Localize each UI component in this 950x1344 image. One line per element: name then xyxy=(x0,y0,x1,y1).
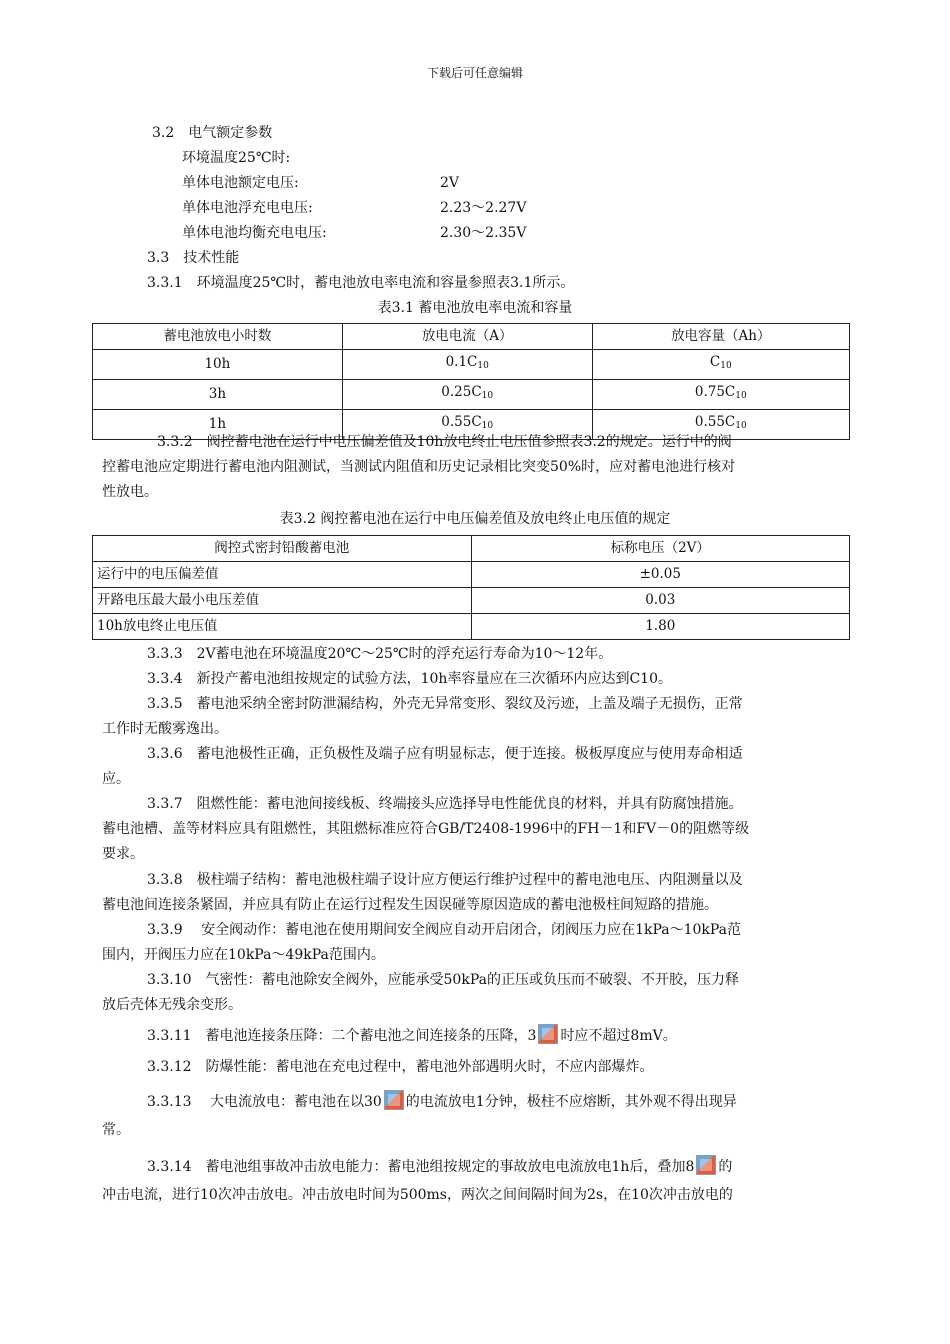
paragraph-3-3-2-line: 性放电。 xyxy=(102,484,158,500)
table-3-2-caption: 表3.2 阀控蓄电池在运行中电压偏差值及放电终止电压值的规定 xyxy=(279,511,671,527)
table-3-2 xyxy=(92,535,850,640)
paragraph-3-3-6-line: 应。 xyxy=(102,771,130,787)
paragraph-3-3-2-line: 控蓄电池应定期进行蓄电池内阻测试，当测试内阻值和历史记录相比突变50%时，应对蓄电池进行核对 xyxy=(102,459,736,475)
table-header-row xyxy=(93,324,850,350)
table-cell: $0.25C_{10}$ xyxy=(342,380,592,410)
paragraph-3-3-9-line: 3.3.9 安全阀动作：蓄电池在使用期间安全阀应自动开启闭合，闭阀压力应在1kPa～10kPa范 xyxy=(147,922,742,938)
table-cell: $0.55C_{10}$ xyxy=(342,410,592,440)
param-label: 单体电池均衡充电电压: xyxy=(182,225,327,241)
env-temp-note: 环境温度25℃时: xyxy=(182,150,291,166)
table-row xyxy=(93,562,850,588)
table-header-cell: 蓄电池放电小时数 xyxy=(93,324,343,350)
paragraph-3-3-5-line: 3.3.5 蓄电池采纳全密封防泄漏结构，外壳无异常变形、裂纹及污迹，上盖及端子无损伤，正常 xyxy=(147,696,743,712)
paragraph-3-3-6-line: 3.3.6 蓄电池极性正确，正负极性及端子应有明显标志，便于连接。极板厚度应与使用寿命相适 xyxy=(147,746,743,762)
paragraph-3-3-7-line: 3.3.7 阻燃性能：蓄电池间接线板、终端接头应选择导电性能优良的材料，并具有防腐蚀措施。 xyxy=(147,796,743,812)
table-cell: $C_{10}$ xyxy=(592,350,849,380)
paragraph-3-3-13: 3.3.13 大电流放电：蓄电池在以30 的电流放电1分钟，极柱不应熔断，其外观不得出现异 xyxy=(147,1090,737,1112)
paragraph-3-3-10-line: 放后壳体无残余变形。 xyxy=(102,997,242,1013)
table-cell: 1.80 xyxy=(471,614,850,640)
param-value: 2V xyxy=(440,175,460,191)
table-cell: 10h xyxy=(93,350,343,380)
paragraph-3-3-8-line: 蓄电池间连接条紧固，并应具有防止在运行过程发生因误碰等原因造成的蓄电池极柱间短路的措施。 xyxy=(102,897,718,913)
table-row xyxy=(93,350,850,380)
table-cell: $0.55C_{10}$ xyxy=(592,410,849,440)
table-cell: 运行中的电压偏差值 xyxy=(93,562,472,588)
table-header-row xyxy=(93,536,850,562)
table-cell: $0.75C_{10}$ xyxy=(592,380,849,410)
paragraph-3-3-11: 3.3.11 蓄电池连接条压降：二个蓄电池之间连接条的压降，3 时应不超过8mV。 xyxy=(147,1024,677,1046)
table-row xyxy=(93,614,850,640)
paragraph-3-3-5-line: 工作时无酸雾逸出。 xyxy=(102,721,228,737)
table-cell: 3h xyxy=(93,380,343,410)
paragraph-3-3-4: 3.3.4 新投产蓄电池组按规定的试验方法，10h率容量应在三次循环内应达到C10。 xyxy=(147,671,672,687)
paragraph-3-3-12: 3.3.12 防爆性能：蓄电池在充电过程中，蓄电池外部遇明火时，不应内部爆炸。 xyxy=(147,1059,654,1075)
paragraph-3-3-1: 3.3.1 环境温度25℃时，蓄电池放电率电流和容量参照表3.1所示。 xyxy=(147,275,575,291)
table-cell: 1h xyxy=(93,410,343,440)
paragraph-3-3-14: 3.3.14 蓄电池组事故冲击放电能力：蓄电池组按规定的事故放电电流放电1h后，叠加8 的 xyxy=(147,1155,732,1177)
paragraph-3-3-10-line: 3.3.10 气密性：蓄电池除安全阀外，应能承受50kPa的正压或负压而不破裂、不开胶，压力释 xyxy=(147,972,739,988)
table-header-cell: 阀控式密封铅酸蓄电池 xyxy=(93,536,472,562)
paragraph-3-3-7-line: 要求。 xyxy=(102,846,144,862)
param-row xyxy=(182,198,682,218)
table-header-cell: 放电容量（Ah） xyxy=(592,324,849,350)
paragraph-3-3-8-line: 3.3.8 极柱端子结构：蓄电池极柱端子设计应方便运行维护过程中的蓄电池电压、内阻测量以及 xyxy=(147,872,743,888)
broken-image-icon xyxy=(384,1090,404,1110)
table-3-1-caption: 表3.1 蓄电池放电率电流和容量 xyxy=(377,300,573,316)
param-row xyxy=(182,173,682,193)
table-row xyxy=(93,588,850,614)
page-header: 下载后可任意编辑 xyxy=(426,66,523,80)
table-header-cell: 放电电流（A） xyxy=(342,324,592,350)
param-value: 2.23～2.27V xyxy=(440,200,527,216)
table-3-1 xyxy=(92,323,850,440)
paragraph-3-3-9-line: 围内，开阀压力应在10kPa～49kPa范围内。 xyxy=(102,947,385,963)
paragraph-3-3-13-line: 常。 xyxy=(102,1122,130,1138)
param-row xyxy=(182,223,682,243)
paragraph-3-3-3: 3.3.3 2V蓄电池在环境温度20℃～25℃时的浮充运行寿命为10～12年。 xyxy=(147,646,613,662)
param-value: 2.30～2.35V xyxy=(440,225,527,241)
paragraph-3-3-7-line: 蓄电池槽、盖等材料应具有阻燃性，其阻燃标准应符合GB/T2408-1996中的FH－1和FV－0的阻燃等级 xyxy=(102,821,750,837)
table-row xyxy=(93,380,850,410)
paragraph-3-3-2-line: 3.3.2 阀控蓄电池在运行中电压偏差值及10h放电终止电压值参照表3.2的规定。运行中的阀 xyxy=(157,434,732,450)
table-cell: ±0.05 xyxy=(471,562,850,588)
broken-image-icon xyxy=(538,1024,558,1044)
table-cell: 10h放电终止电压值 xyxy=(93,614,472,640)
section-3-3-title: 3.3 技术性能 xyxy=(147,250,240,266)
param-label: 单体电池浮充电电压: xyxy=(182,200,313,216)
table-header-cell: 标称电压（2V） xyxy=(471,536,850,562)
param-label: 单体电池额定电压: xyxy=(182,175,299,191)
table-cell: 0.03 xyxy=(471,588,850,614)
table-cell: $0.1C_{10}$ xyxy=(342,350,592,380)
section-3-2-title: 3.2 电气额定参数 xyxy=(152,125,273,141)
paragraph-3-3-14-line: 冲击电流，进行10次冲击放电。冲击放电时间为500ms，两次之间间隔时间为2s，在10次冲击放电的 xyxy=(102,1187,733,1203)
broken-image-icon xyxy=(696,1155,716,1175)
table-cell: 开路电压最大最小电压差值 xyxy=(93,588,472,614)
